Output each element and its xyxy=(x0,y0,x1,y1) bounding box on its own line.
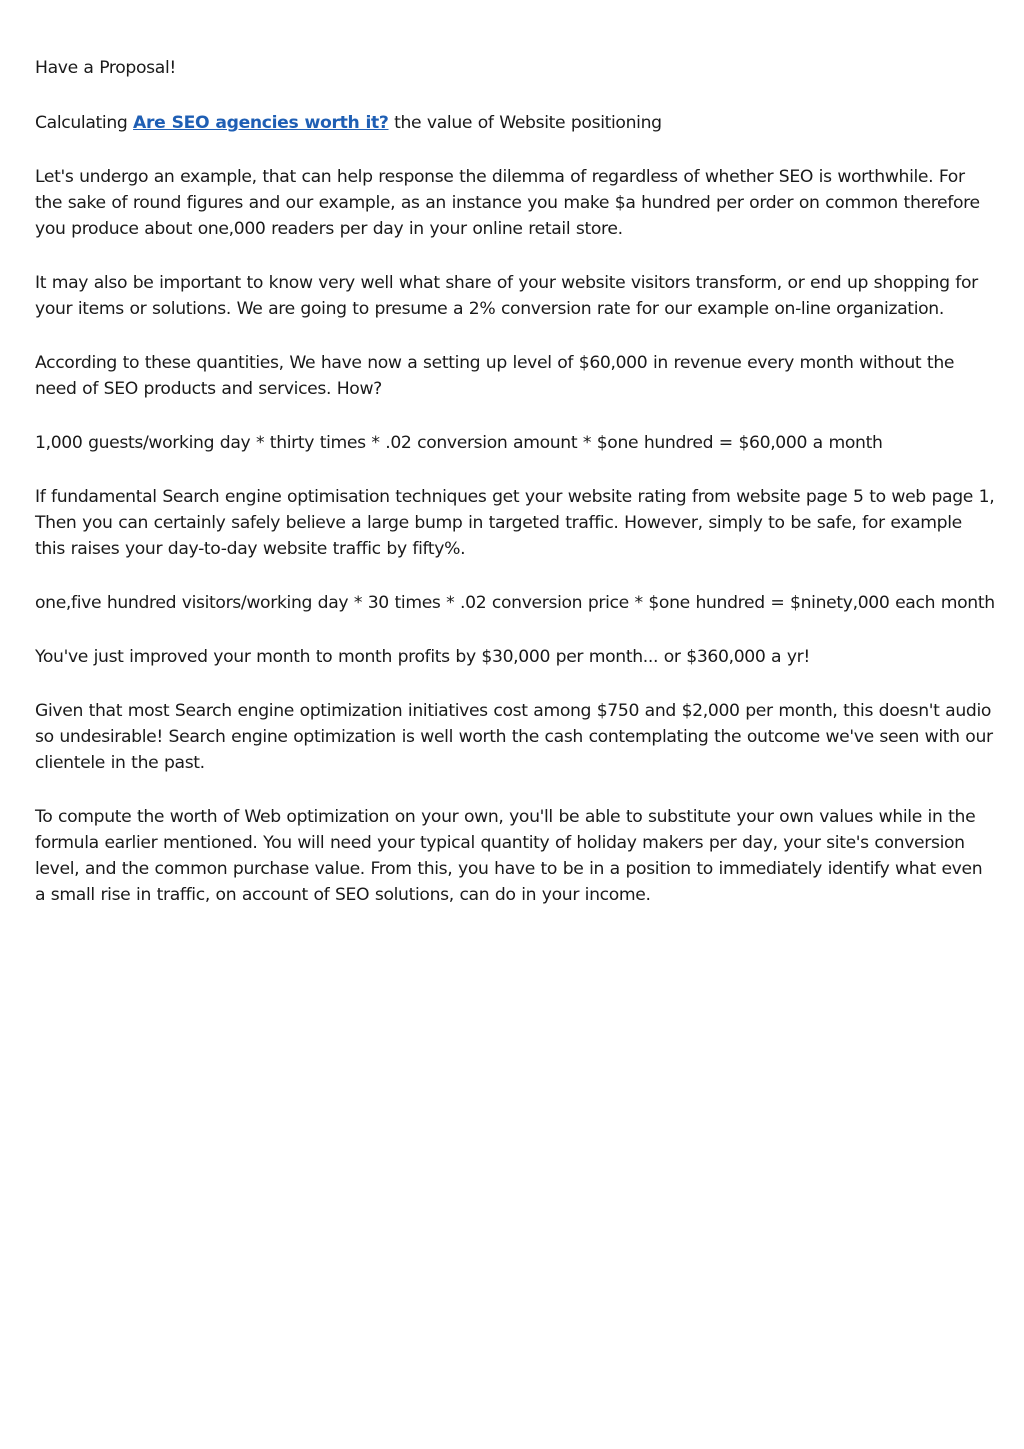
paragraph-cost-comparison: Given that most Search engine optimization initiatives cost among $750 and $2,000 per month, this doesn't audio so undesirable! Search engine optimization is well worth the cash contemplating the outcome we've seen with our clientele in the past. xyxy=(35,701,993,773)
paragraph-example-intro: Let's undergo an example, that can help response the dilemma of regardless of whether SEO is worthwhile. For the sake of round figures and our example, as an instance you make $a hundred per order on common therefore you produce about one,000 readers per day in your online retail store. xyxy=(35,167,980,239)
calculating-prefix: Calculating xyxy=(35,113,134,133)
formula-baseline: 1,000 guests/working day * thirty times * .02 conversion amount * $one hundred = $60,000 a month xyxy=(35,433,883,453)
calculating-suffix: the value of Website positioning xyxy=(388,113,662,133)
paragraph-profit-increase: You've just improved your month to month profits by $30,000 per month... or $360,000 a yr! xyxy=(35,647,810,667)
formula-improved: one,five hundred visitors/working day * 30 times * .02 conversion price * $one hundred = $ninety,000 each month xyxy=(35,593,995,613)
paragraph-starting-revenue: According to these quantities, We have now a setting up level of $60,000 in revenue every month without the need of SEO products and services. How? xyxy=(35,353,955,399)
calculating-line xyxy=(35,110,995,136)
document-body xyxy=(35,55,995,936)
intro-line: Have a Proposal! xyxy=(35,58,176,78)
seo-agencies-link[interactable]: Are SEO agencies worth it? xyxy=(133,113,389,133)
paragraph-compute-yourself: To compute the worth of Web optimization on your own, you'll be able to substitute your own values while in the formula earlier mentioned. You will need your typical quantity of holiday makers per day, your site's conversion level, and the common purchase value. From this, you have to be in a position to immediately identify what even a small rise in traffic, on account of SEO solutions, can do in your income. xyxy=(35,807,983,905)
paragraph-conversion-share: It may also be important to know very well what share of your website visitors transform, or end up shopping for your items or solutions. We are going to presume a 2% conversion rate for our example on-line organization. xyxy=(35,273,978,319)
paragraph-ranking-bump: If fundamental Search engine optimisation techniques get your website rating from website page 5 to web page 1, Then you can certainly safely believe a large bump in targeted traffic. However, simply to be safe, for example this raises your day-to-day website traffic by fifty%. xyxy=(35,487,995,559)
